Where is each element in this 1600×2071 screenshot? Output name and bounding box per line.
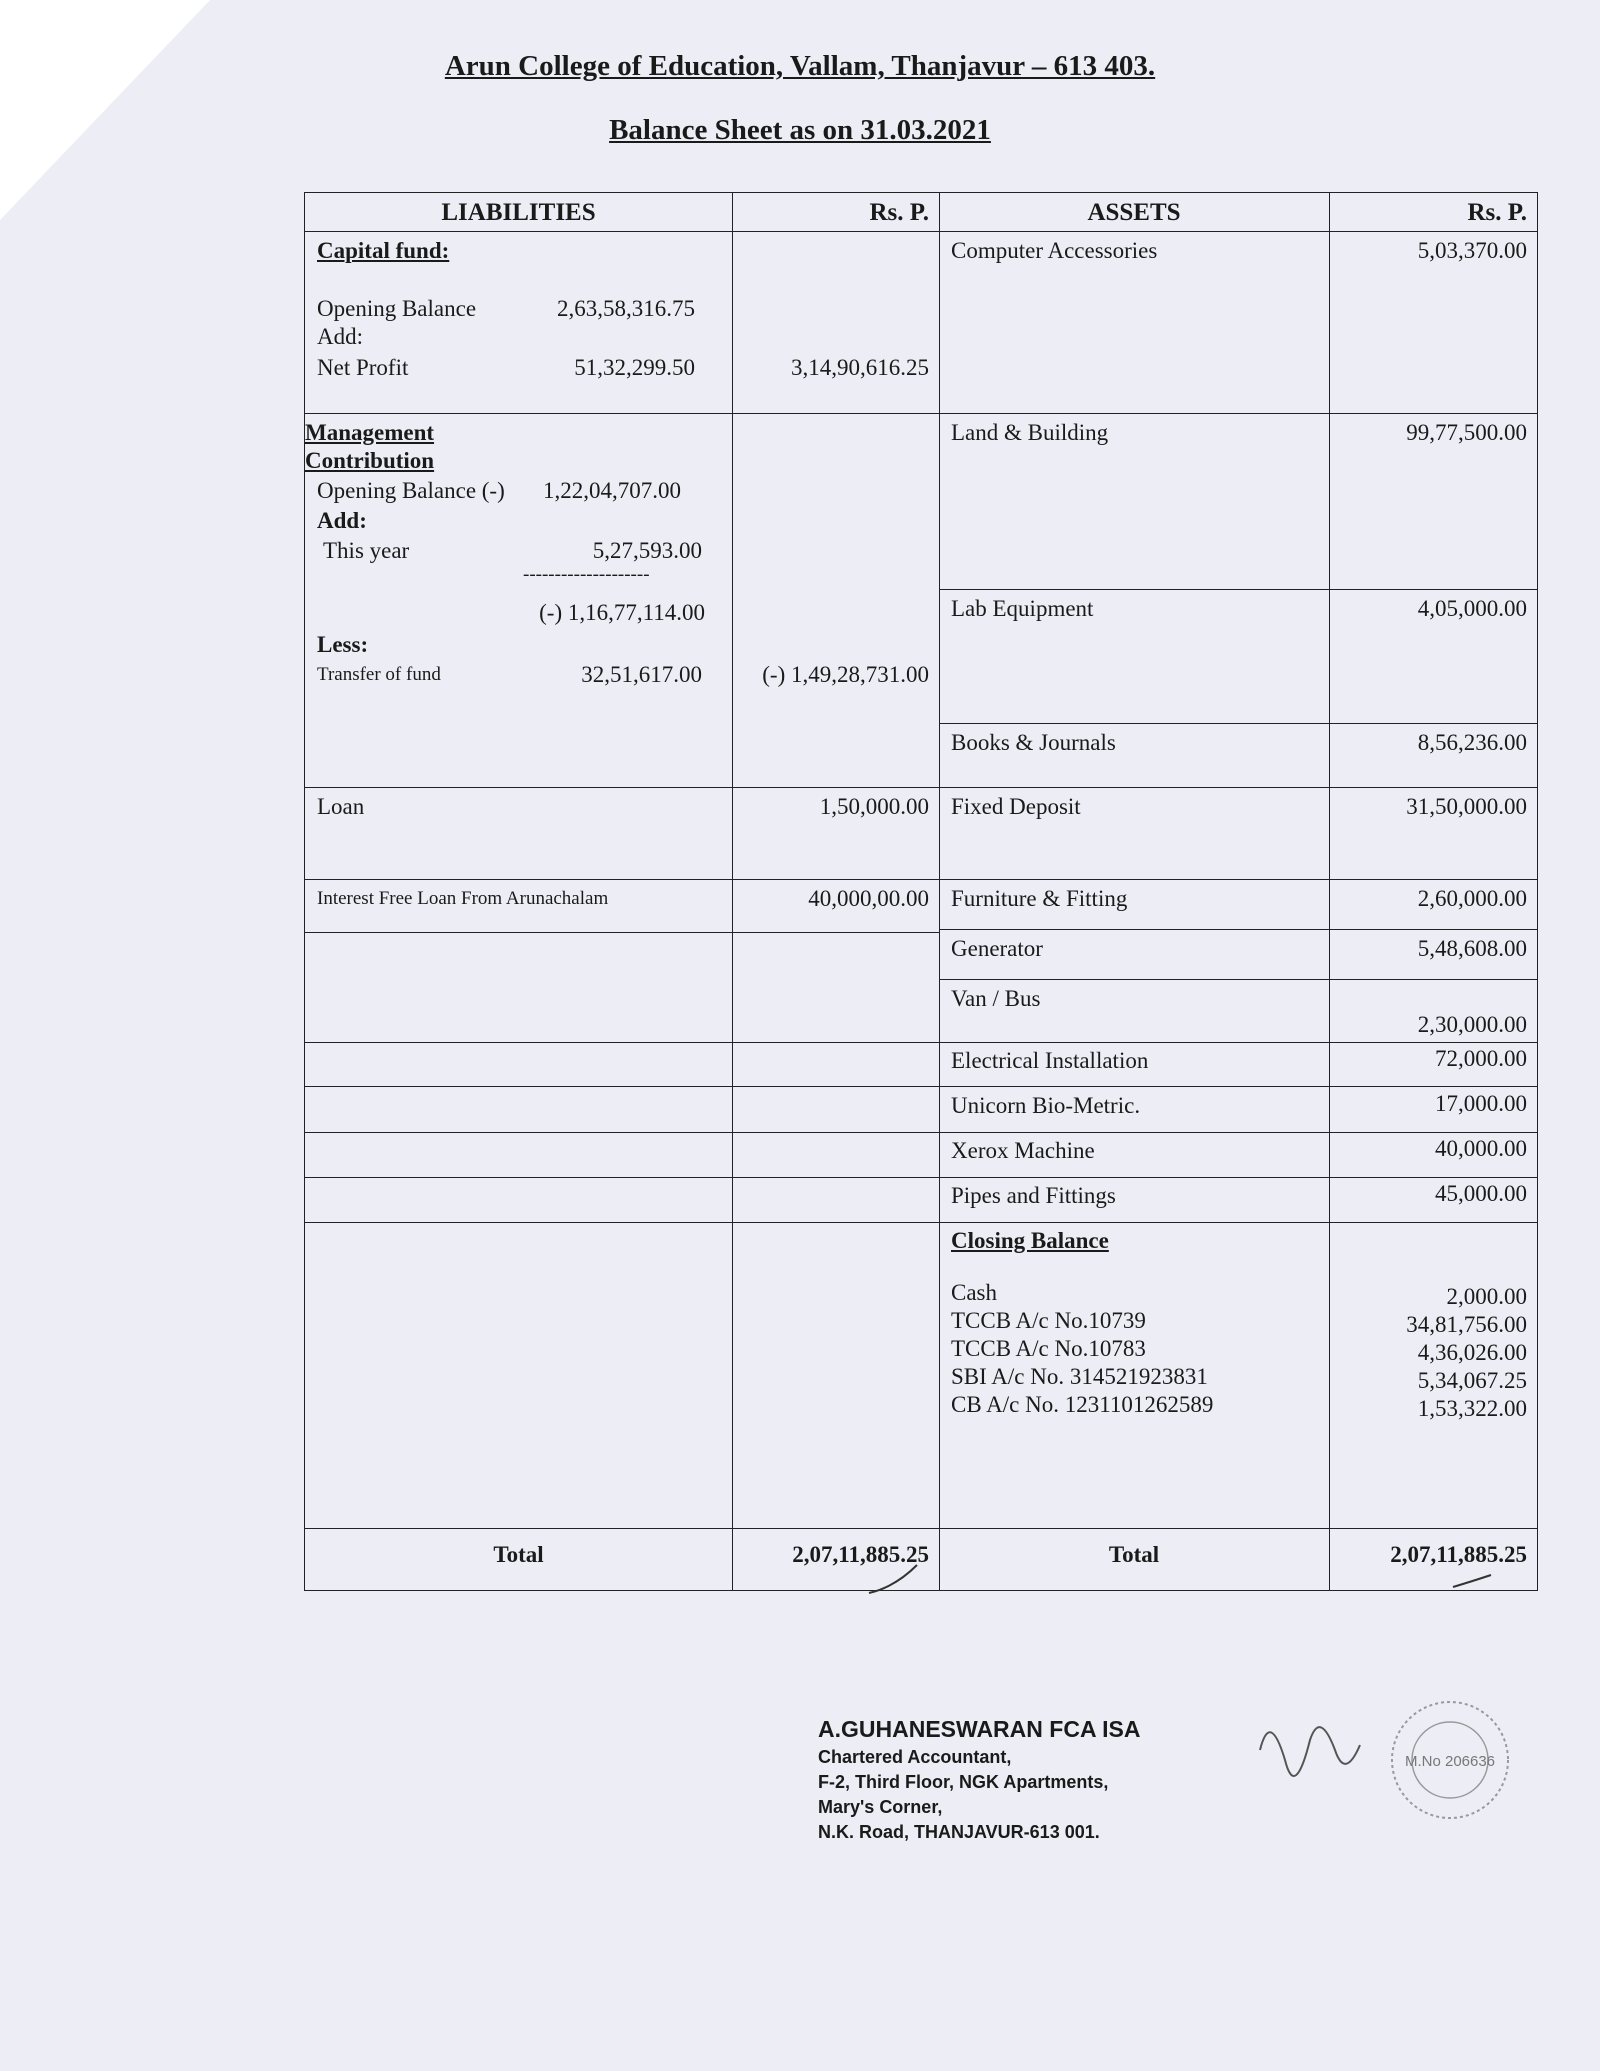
asset-value: 72,000.00 [1435, 1046, 1527, 1071]
transfer-value: 32,51,617.00 [581, 662, 702, 687]
asset-label: Generator [951, 936, 1043, 961]
asset-label: Land & Building [951, 420, 1109, 445]
row-divider [305, 1132, 939, 1133]
management-subtotal: (-) 1,16,77,114.00 [539, 600, 705, 625]
capital-add-label: Add: [317, 324, 363, 349]
asset-value: 4,05,000.00 [1417, 596, 1527, 621]
row-divider [305, 413, 939, 414]
closing-line-label: Cash [951, 1280, 997, 1305]
signatory-line: Chartered Accountant, [818, 1747, 1012, 1767]
management-heading-line1: Management [305, 420, 435, 445]
row-divider [305, 1042, 939, 1043]
asset-value: 5,48,608.00 [1417, 936, 1527, 961]
asset-value: 5,03,370.00 [1417, 238, 1527, 263]
balance-sheet-table [304, 192, 1538, 1591]
liabilities-total-label: Total [493, 1542, 544, 1567]
assets-total-label: Total [1108, 1542, 1160, 1567]
header-rs-liabilities: Rs. P. [869, 199, 929, 226]
row-divider [939, 1132, 1537, 1133]
net-profit-label: Net Profit [317, 355, 409, 380]
seal-text: M.No 206636 [1404, 1753, 1496, 1770]
asset-value: 45,000.00 [1435, 1181, 1527, 1206]
asset-label: Books & Journals [951, 730, 1116, 755]
asset-label: Lab Equipment [951, 596, 1094, 621]
closing-line-value: 5,34,067.25 [1417, 1368, 1527, 1393]
capital-opening-label: Opening Balance [317, 296, 477, 321]
capital-opening-value: 2,63,58,316.75 [557, 296, 695, 321]
asset-label: Computer Accessories [951, 238, 1158, 263]
row-divider [305, 231, 1537, 232]
row-divider [939, 787, 1537, 788]
liabilities-total-value: 2,07,11,885.25 [792, 1542, 929, 1567]
less-label: Less: [317, 632, 369, 657]
separator-dashes: -------------------- [523, 564, 650, 585]
row-divider [939, 1222, 1537, 1223]
this-year-value: 5,27,593.00 [592, 538, 702, 563]
asset-label: Electrical Installation [951, 1048, 1149, 1073]
closing-line-label: SBI A/c No. 314521923831 [951, 1364, 1208, 1389]
asset-value: 17,000.00 [1435, 1091, 1527, 1116]
asset-label: Van / Bus [951, 986, 1041, 1011]
row-divider [939, 1042, 1537, 1043]
management-heading-line2: Contribution [305, 448, 435, 473]
row-divider [305, 1086, 939, 1087]
document-title: Arun College of Education, Vallam, Thanjavur – 613 403. [444, 50, 1156, 82]
closing-line-label: TCCB A/c No.10783 [951, 1336, 1146, 1361]
closing-line-value: 34,81,756.00 [1406, 1312, 1527, 1337]
interest-free-loan-value: 40,000,00.00 [808, 886, 929, 911]
capital-fund-total: 3,14,90,616.25 [791, 355, 929, 380]
closing-line-label: CB A/c No. 1231101262589 [951, 1392, 1214, 1417]
assets-total-value: 2,07,11,885.25 [1390, 1542, 1527, 1567]
row-divider [305, 787, 939, 788]
header-liabilities: LIABILITIES [441, 199, 596, 226]
row-divider [939, 413, 1537, 414]
asset-value: 40,000.00 [1435, 1136, 1527, 1161]
asset-label: Unicorn Bio-Metric. [951, 1093, 1141, 1118]
row-divider [939, 929, 1537, 930]
row-divider [305, 932, 939, 933]
asset-label: Fixed Deposit [951, 794, 1081, 819]
row-divider [305, 1177, 939, 1178]
row-divider [939, 723, 1537, 724]
signature-and-seal [1240, 1690, 1530, 1835]
management-total: (-) 1,49,28,731.00 [762, 662, 929, 687]
row-divider [939, 979, 1537, 980]
signatory-line: Mary's Corner, [818, 1797, 943, 1817]
closing-line-label: TCCB A/c No.10739 [951, 1308, 1146, 1333]
signatory-line: N.K. Road, THANJAVUR-613 001. [818, 1822, 1100, 1842]
document-subtitle: Balance Sheet as on 31.03.2021 [609, 114, 991, 146]
row-divider [939, 1177, 1537, 1178]
net-profit-value: 51,32,299.50 [574, 355, 695, 380]
row-divider [305, 879, 939, 880]
closing-line-value: 1,53,322.00 [1417, 1396, 1527, 1421]
asset-label: Xerox Machine [951, 1138, 1095, 1163]
column-divider [939, 193, 940, 1590]
header-assets: ASSETS [1087, 199, 1181, 226]
row-divider [939, 589, 1537, 590]
asset-value: 2,30,000.00 [1417, 1012, 1527, 1037]
signatory-block [818, 1716, 1140, 1843]
tick-mark [1449, 1563, 1499, 1593]
signatory-line: F-2, Third Floor, NGK Apartments, [818, 1772, 1109, 1792]
capital-fund-heading: Capital fund: [317, 238, 450, 263]
asset-label: Pipes and Fittings [951, 1183, 1116, 1208]
header-rs-assets: Rs. P. [1467, 199, 1527, 226]
folded-corner [0, 0, 210, 220]
interest-free-loan-label: Interest Free Loan From Arunachalam [317, 888, 609, 909]
asset-value: 8,56,236.00 [1417, 730, 1527, 755]
row-divider [305, 1528, 1537, 1529]
loan-label: Loan [317, 794, 365, 819]
tick-mark [865, 1559, 925, 1599]
this-year-label: This year [323, 538, 410, 563]
management-add-label: Add: [317, 508, 367, 533]
asset-value: 99,77,500.00 [1406, 420, 1527, 445]
row-divider [305, 1222, 939, 1223]
closing-balance-heading: Closing Balance [951, 1228, 1109, 1253]
management-opening-value: 1,22,04,707.00 [543, 478, 681, 503]
closing-line-value: 2,000.00 [1446, 1284, 1527, 1309]
row-divider [939, 1086, 1537, 1087]
asset-label: Furniture & Fitting [951, 886, 1128, 911]
row-divider [939, 879, 1537, 880]
loan-value: 1,50,000.00 [819, 794, 929, 819]
signatory-name: A.GUHANESWARAN FCA ISA [818, 1716, 1141, 1742]
management-opening-label: Opening Balance (-) [317, 478, 505, 503]
transfer-label: Transfer of fund [317, 664, 441, 685]
asset-value: 2,60,000.00 [1417, 886, 1527, 911]
asset-value: 31,50,000.00 [1406, 794, 1527, 819]
closing-line-value: 4,36,026.00 [1417, 1340, 1527, 1365]
